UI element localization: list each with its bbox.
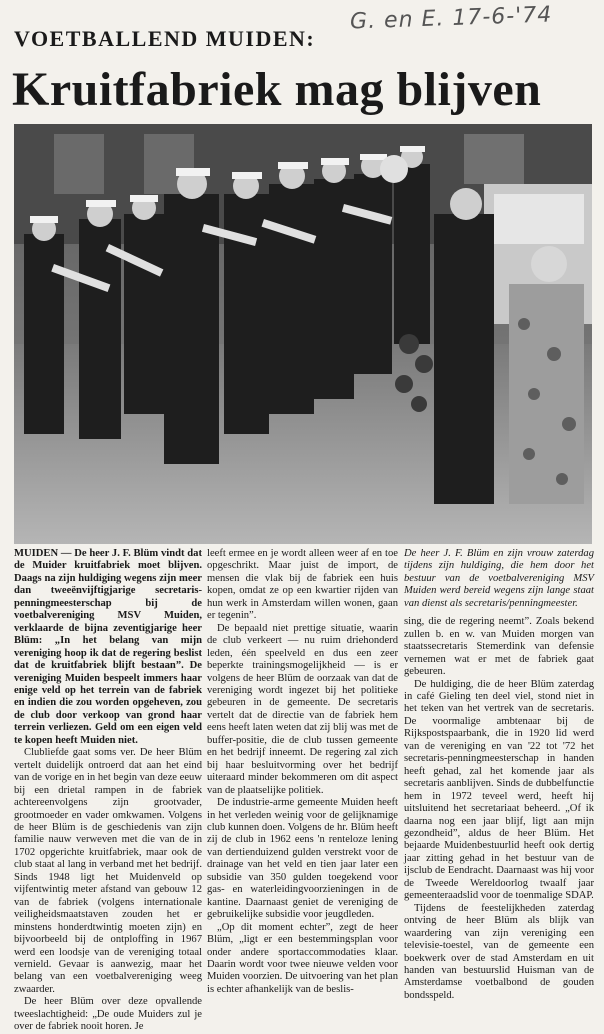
paragraph: De industrie-arme gemeente Muiden heeft in het verleden weinig voor de gelijknamige club kunnen doen. Volgens de hr. Blüm heeft zij de club in 1962 eens 'n renteloze lening van dertienduizend gulden verstrekt voor de drainage van het veld en tien jaar later een subsidie van 350 gulden toegekend voor gas- en waterleidingvoorzieningen in de kantine. Daarnaast geniet de vereniging de gebruikelijke subsidie voor jeugdleden.	[207, 797, 398, 921]
paragraph: Clubliefde gaat soms ver. De heer Blüm vertelt duidelijk ontroerd dat aan het eind van de vorige en in het begin van deze eeuw bij een drietal rampen in de fabriek achtereenvolgens zijn grootvader, grootmoeder en vader omkwamen. Volgens de heer Blüm is de geschiedenis van zijn familie nauw verweven met die van de in 1702 opgerichte kruitfabriek, maar ook de club staat al lang in verband met het bedrijf. Sinds 1948 ligt het Muidenveld op vijfentwintig meter afstand van gebouw 12 van de fabriek (volgens internationale veiligheidsmaatstaven zouden het er minstens honderdtwintig moeten zijn) en bijvoorbeeld bij de ontploffing in 1967 werd een loodsje van de vereniging totaal vernield. Gevaar is aanwezig, maar het belang van een voetbalvereniging weeg zwaarder.	[14, 747, 202, 995]
band-photo-illustration	[14, 124, 592, 544]
paragraph: sing, die de regering neemt”. Zoals bekend zullen b. en w. van Muiden morgen van staatssecretaris Stemerdink van defensie vernemen wat er met de fabriek gaat gebeuren.	[404, 616, 594, 678]
paragraph: De heer Blüm over deze opvallende tweeslachtigheid: „De oude Muiders zul je over de fabriek nooit horen. Je	[14, 996, 202, 1033]
paragraph: De bepaald niet prettige situatie, waarin de club verkeert — nu ruim driehonderd leden, één speelveld en dus een zeer beperkte trainingsmogelijkheid — is er volgens de heer Blüm de oorzaak van dat de vereniging wordt ingezet bij het politieke gebeuren in de gemeente. De secretaris vertelt dat de directie van de fabriek hem eens heeft laten weten dat zij blij was met de buffer-positie, die de club tussen gemeente en het bedrijf inneemt. De regering zal zich bij haar besluitvorming over het bedrijf uiteraard minder bekommeren om dit aspect van de plaatselijke politiek.	[207, 622, 398, 796]
paragraph: Tijdens de feestelijkheden zaterdag ontving de heer Blüm als blijk van waardering van zijn vereniging een televisie-toestel, van de gemeente een boekwerk over de stad Amsterdam en uit handen van bestuurslid Huisman van de Amsterdamse voetbalbond de gouden bondsspeld.	[404, 902, 594, 1001]
handwritten-date-note: G. en E. 17-6-'74	[349, 2, 553, 35]
article-column-1	[14, 548, 202, 1034]
paragraph: leeft ermee en je wordt alleen weer af en toe opgeschrikt. Maar juist de import, de mensen die vlak bij de fabriek een huis kopen, omdat ze op een kwartier rijden van hun werk in Amsterdam willen wonen, gaan er tegenin”.	[207, 548, 398, 622]
photo-caption: De heer J. F. Blüm en zijn vrouw zaterdag tijdens zijn huldiging, die hem door het bestuur van de voetbalvereniging MSV Muiden werd bereid wegens zijn lange staat van dienst als secretaris/penningmeester.	[404, 548, 594, 609]
paragraph: De huldiging, die de heer Blüm zaterdag in café Gieling ten deel viel, stond niet in het teken van het vertrek van de secretaris. De voormalige ambtenaar bij de Rijkspostspaarbank, die in 1920 lid werd van de vereniging en van '22 tot '72 het secretaris-penningmeesterschap in handen heeft gehad, zal het komende jaar als secretaris aanblijven. Sinds de dubbelfunctie hem in 1972 teveel werd, heeft hij uitsluitend het secretariaat beheerd. „Of ik daarna nog een jaar blijf, ligt aan mijn gezondheid”, aldus de heer Blüm. Het bejaarde Muidenbestuurlid heeft ook dertig jaar zitting gehad in het bestuur van de ijsclub de Eendracht. Daarnaast was hij voor de Tweede Wereldoorlog twaalf jaar gemeenteraadslid voor de toenmalige SDAP.	[404, 678, 594, 902]
article-kicker: VOETBALLEND MUIDEN:	[14, 26, 316, 51]
article-column-2	[207, 548, 398, 996]
dateline: MUIDEN —	[14, 548, 72, 559]
article-headline: Kruitfabriek mag blijven	[12, 63, 542, 116]
article-photo	[14, 124, 592, 544]
lead-paragraph: De heer J. F. Blüm vindt dat de Muider kruitfabriek moet blijven. Daags na zijn huldiging wegens zijn meer dan tweeënvijftigjarige secretaris-penningmeesterschap bij de voetbalvereniging MSV Muiden, verklaarde de bijna zeventigjarige heer Blüm: „In het belang van mijn vereniging hoop ik dat de regering beslist dat de kruitfabriek blijft bestaan”. De vereniging Muiden bespeelt immers haar enige veld op het terrein van de fabriek en indien die zou worden opgeheven, zou de club door verkoop van grond haar terrein verliezen. Geld om een eigen veld te kopen heeft Muiden niet.	[14, 548, 202, 746]
article-column-3	[404, 548, 594, 1002]
paragraph: „Op dit moment echter”, zegt de heer Blüm, „ligt er een bestemmingsplan voor onder andere sportaccommodaties klaar. Daarin wordt voor twee nieuwe velden voor Muiden voorzien. De uitvoering van het plan is echter afhankelijk van de beslis-	[207, 921, 398, 995]
